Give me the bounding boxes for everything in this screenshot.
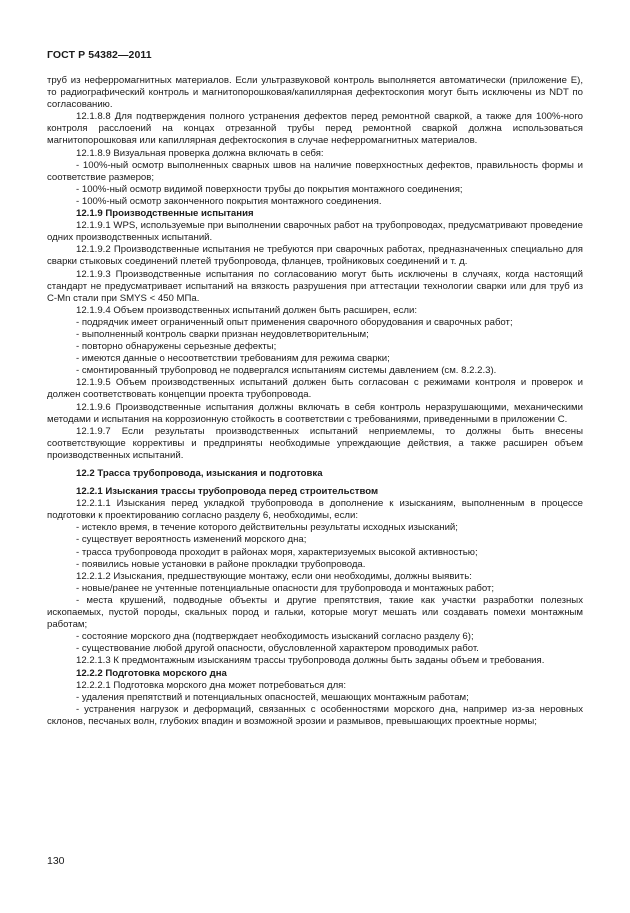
section-heading: 12.2.1 Изыскания трассы трубопровода перед строительством [76, 486, 379, 498]
paragraph: - появились новые установки в районе прокладки трубопровода. [76, 558, 366, 570]
document-body [47, 75, 583, 728]
paragraph: 12.2.1.2 Изыскания, предшествующие монтажу, если они необходимы, должны выявить: [76, 570, 472, 582]
paragraph: - повторно обнаружены серьезные дефекты; [76, 341, 277, 353]
paragraph: - существование любой другой опасности, обусловленной характером проводимых работ. [76, 643, 479, 655]
paragraph: 12.1.9.7 Если результаты производственных испытаний неприемлемы, то должны быть внесены соответствующие коррективы и предприняты необходимые упреждающие действия, а также расширен объем производственных испытаний. [47, 425, 583, 461]
paragraph: - выполненный контроль сварки признан неудовлетворительным; [76, 328, 369, 340]
paragraph: труб из неферромагнитных материалов. Если ультразвуковой контроль выполняется автоматически (приложение Е), то радиографический контроль и магнитопорошковая/капиллярная дефектоскопия могут быть исключены из NDT по согласованию. [47, 75, 583, 111]
paragraph: - 100%-ный осмотр видимой поверхности трубы до покрытия монтажного соединения; [76, 183, 463, 195]
paragraph: - подрядчик имеет ограниченный опыт применения сварочного оборудования и сварочных работ; [76, 316, 513, 328]
paragraph: - удаления препятствий и потенциальных опасностей, мешающих монтажным работам; [76, 691, 469, 703]
paragraph: 12.2.1.3 К предмонтажным изысканиям трассы трубопровода должны быть заданы объем и требования. [76, 655, 545, 667]
paragraph: - смонтированный трубопровод не подвергался испытаниям системы давлением (см. 8.2.2.3). [76, 365, 497, 377]
paragraph: 12.1.9.1 WPS, используемые при выполнении сварочных работ на трубопроводах, предусматривают проведение одних производственных испытаний. [47, 220, 583, 244]
paragraph: - истекло время, в течение которого действительны результаты исходных изысканий; [76, 522, 458, 534]
paragraph: 12.2.1.1 Изыскания перед укладкой трубопровода в дополнение к изысканиям, выполненным в процессе подготовки к проектированию согласно разделу 6, необходимы, если: [47, 498, 583, 522]
paragraph: - существует вероятность изменений морского дна; [76, 534, 307, 546]
paragraph: - места крушений, подводные объекты и другие препятствия, такие как участки разработки полезных ископаемых, пустой породы, скальных пород и гальки, которые могут мешать или создавать помехи монтажным работам; [47, 594, 583, 631]
paragraph: - новые/ранее не учтенные потенциальные опасности для трубопровода и монтажных работ; [76, 582, 495, 594]
section-heading: 12.1.9 Производственные испытания [76, 208, 254, 220]
paragraph: - 100%-ный осмотр законченного покрытия монтажного соединения. [76, 195, 382, 207]
section-heading: 12.2.2 Подготовка морского дна [76, 667, 227, 679]
paragraph: 12.2.2.1 Подготовка морского дна может потребоваться для: [76, 679, 347, 691]
paragraph: 12.1.9.6 Производственные испытания должны включать в себя контроль неразрушающими, механическими методами и испытания на коррозионную стойкость в соответствии с требованиями, приведенными в приложении С. [47, 401, 583, 425]
paragraph: 12.1.8.8 Для подтверждения полного устранения дефектов перед ремонтной сваркой, а также для 100%-ного контроля расслоений на концах отрезанной трубы перед ремонтной сваркой должна использоваться магнитопорошковая или капиллярная дефектоскопия в случае неферромагнитных материалов. [47, 111, 583, 147]
paragraph: - трасса трубопровода проходит в районах моря, характеризуемых высокой активностью; [76, 546, 478, 558]
paragraph: 12.1.8.9 Визуальная проверка должна включать в себя: [76, 147, 324, 159]
section-heading: 12.2 Трасса трубопровода, изыскания и подготовка [76, 468, 323, 479]
page-number: 130 [47, 855, 65, 867]
paragraph: 12.1.9.4 Объем производственных испытаний должен быть расширен, если: [76, 304, 417, 316]
paragraph: - состояние морского дна (подтверждает необходимость изысканий согласно разделу 6); [76, 631, 474, 643]
paragraph: - устранения нагрузок и деформаций, связанных с особенностями морского дна, например из-за неровных склонов, песчаных волн, глубоких впадин и возможной эрозии и размывов, превышающих проектные нормы; [47, 703, 583, 727]
paragraph: 12.1.9.5 Объем производственных испытаний должен быть согласован с режимами контроля и проверок и должен соответствовать концепции проекта трубопровода. [47, 377, 583, 401]
paragraph: 12.1.9.3 Производственные испытания по согласованию могут быть исключены в случаях, когда настоящий стандарт не предусматривает испытаний на вязкость разрушения при аттестации технологии сварки или для труб из C-Mn стали при SMYS < 450 МПа. [47, 268, 583, 304]
paragraph: - имеются данные о несоответствии требованиям для режима сварки; [76, 353, 390, 365]
paragraph: - 100%-ный осмотр выполненных сварных швов на наличие поверхностных дефектов, правильность формы и соответствие размеров; [47, 159, 583, 183]
paragraph: 12.1.9.2 Производственные испытания не требуются при сварочных работах, предназначенных специально для сварки стыковых соединений плетей трубопровода, фланцев, тройниковых соединений и т. д. [47, 244, 583, 268]
document-header: ГОСТ Р 54382—2011 [47, 49, 152, 61]
